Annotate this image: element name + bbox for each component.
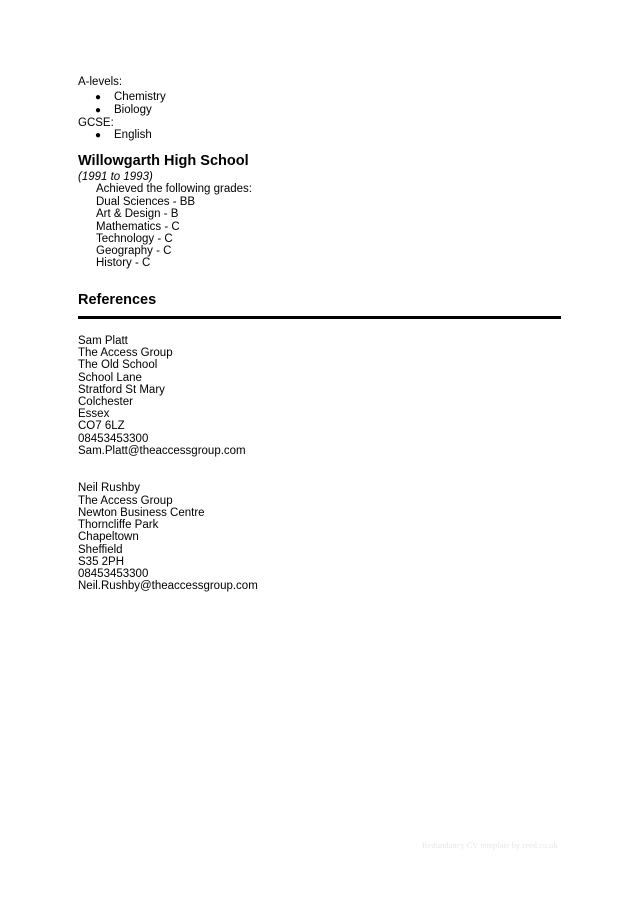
- address-line: Sheffield: [78, 544, 123, 556]
- school-dates: (1991 to 1993): [78, 171, 153, 183]
- bullet-icon: ●: [95, 105, 102, 116]
- email-address: Neil.Rushby@theaccessgroup.com: [78, 580, 258, 592]
- referee-name: Sam Platt: [78, 335, 128, 347]
- grade-line: History - C: [96, 257, 151, 269]
- email-address: Sam.Platt@theaccessgroup.com: [78, 445, 246, 457]
- phone-number: 08453453300: [78, 568, 149, 580]
- subject-chemistry: Chemistry: [114, 91, 166, 103]
- grade-line: Art & Design - B: [96, 208, 179, 220]
- address-line: Chapeltown: [78, 531, 139, 543]
- list-item: [95, 104, 152, 117]
- grade-line: Mathematics - C: [96, 221, 180, 233]
- subject-biology: Biology: [114, 104, 152, 116]
- grade-line: Technology - C: [96, 233, 173, 245]
- grades-intro: Achieved the following grades:: [96, 183, 252, 195]
- a-levels-label: A-levels:: [78, 76, 123, 88]
- list-item: [95, 91, 166, 104]
- address-line: Stratford St Mary: [78, 384, 165, 396]
- footer-watermark: Redundancy CV template by reed.co.uk: [422, 840, 558, 850]
- subject-english: English: [114, 129, 152, 141]
- address-line: Colchester: [78, 396, 133, 408]
- address-line: The Old School: [78, 359, 158, 371]
- grade-line: Dual Sciences - BB: [96, 196, 196, 208]
- section-divider: [78, 316, 561, 319]
- list-item: [95, 129, 152, 142]
- references-heading: References: [78, 292, 157, 308]
- grade-line: Geography - C: [96, 245, 172, 257]
- address-line: Newton Business Centre: [78, 507, 205, 519]
- gcse-label: GCSE:: [78, 117, 114, 129]
- phone-number: 08453453300: [78, 433, 149, 445]
- postcode: S35 2PH: [78, 556, 125, 568]
- school-name: Willowgarth High School: [78, 153, 249, 169]
- referee-company: The Access Group: [78, 347, 173, 359]
- referee-company: The Access Group: [78, 495, 173, 507]
- bullet-icon: ●: [95, 92, 102, 103]
- bullet-icon: ●: [95, 130, 102, 141]
- postcode: CO7 6LZ: [78, 420, 125, 432]
- address-line: Essex: [78, 408, 110, 420]
- referee-name: Neil Rushby: [78, 482, 140, 494]
- address-line: Thorncliffe Park: [78, 519, 159, 531]
- address-line: School Lane: [78, 372, 142, 384]
